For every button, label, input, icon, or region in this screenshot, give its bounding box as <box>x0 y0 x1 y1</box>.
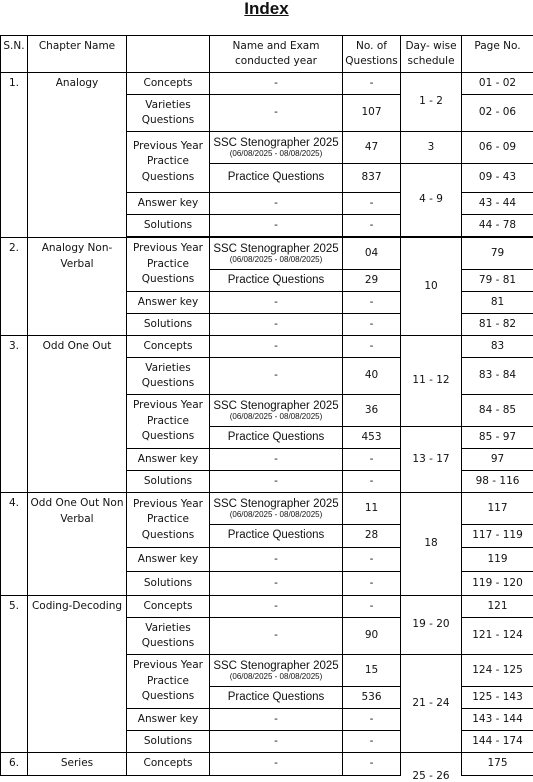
questions-cell: 837 <box>343 164 401 193</box>
questions-cell: - <box>343 292 401 314</box>
page-cell: 85 - 97 <box>462 427 533 449</box>
page-cell: 97 <box>462 449 533 471</box>
day-cell: 21 - 24 <box>401 655 462 753</box>
exam-dates: (06/08/2025 - 08/08/2025) <box>212 149 340 159</box>
questions-cell: 107 <box>343 95 401 132</box>
questions-cell: - <box>343 731 401 753</box>
questions-cell: 47 <box>343 132 401 164</box>
exam-name: SSC Stenographer 2025 <box>213 400 338 412</box>
questions-cell: - <box>343 73 401 95</box>
exam-dates: (06/08/2025 - 08/08/2025) <box>212 672 340 682</box>
questions-cell: - <box>343 596 401 618</box>
page-cell: 144 - 174 <box>462 731 533 753</box>
page-cell: 117 <box>462 493 533 525</box>
row-label: Answer key <box>127 449 210 471</box>
exam-name: SSC Stenographer 2025 <box>213 498 338 510</box>
row-label: Concepts <box>127 753 210 776</box>
row-label: Answer key <box>127 548 210 572</box>
page-cell: 79 - 81 <box>462 270 533 292</box>
chapter-name: Analogy <box>28 73 127 238</box>
page-cell: 02 - 06 <box>462 95 533 132</box>
chapter-sn: 5. <box>1 596 28 753</box>
questions-cell: 04 <box>343 238 401 270</box>
questions-cell: - <box>343 314 401 336</box>
row-label: Answer key <box>127 193 210 215</box>
exam-name: SSC Stenographer 2025 <box>213 137 338 149</box>
day-cell-overflow: 25 - 26 <box>398 770 464 782</box>
day-cell: 4 - 9 <box>401 164 462 237</box>
questions-cell: - <box>343 336 401 358</box>
row-label: Solutions <box>127 471 210 493</box>
chapter-name: Analogy Non-Verbal <box>28 238 127 336</box>
header-exam: Name and Exam conducted year <box>210 36 343 73</box>
page-cell: 119 <box>462 548 533 572</box>
header-day-schedule: Day- wise schedule <box>401 36 462 73</box>
row-label: Solutions <box>127 314 210 336</box>
exam-cell: - <box>210 731 343 753</box>
page-cell: 06 - 09 <box>462 132 533 164</box>
exam-cell: - <box>210 709 343 731</box>
page-cell: 175 <box>462 753 533 776</box>
questions-cell: - <box>343 193 401 215</box>
questions-cell: - <box>343 572 401 596</box>
chapter-sn: 4. <box>1 493 28 596</box>
page-cell: 125 - 143 <box>462 687 533 709</box>
exam-cell <box>210 132 343 164</box>
page-cell: 81 - 82 <box>462 314 533 336</box>
page-cell: 84 - 85 <box>462 395 533 427</box>
page-cell: 121 <box>462 596 533 618</box>
row-label: Answer key <box>127 292 210 314</box>
exam-dates: (06/08/2025 - 08/08/2025) <box>212 510 340 520</box>
day-cell: 1 - 2 <box>401 73 462 132</box>
table-row <box>1 73 533 95</box>
page-cell: 43 - 44 <box>462 193 533 215</box>
page-cell: 79 <box>462 238 533 270</box>
chapter-name: Odd One Out Non Verbal <box>28 493 127 596</box>
row-label: Previous Year Practice Questions <box>127 395 210 449</box>
day-cell: 11 - 12 <box>401 336 462 427</box>
header-sn: S.N. <box>1 36 28 73</box>
row-label: Concepts <box>127 596 210 618</box>
practice-label: Practice Questions <box>210 525 343 548</box>
questions-cell: 11 <box>343 493 401 525</box>
questions-cell: - <box>343 709 401 731</box>
questions-cell: 28 <box>343 525 401 548</box>
row-label: Varieties Questions <box>127 358 210 395</box>
exam-cell: - <box>210 314 343 336</box>
questions-cell: 15 <box>343 655 401 687</box>
exam-cell: - <box>210 471 343 493</box>
row-label: Previous Year Practice Questions <box>127 132 210 193</box>
practice-label: Practice Questions <box>210 687 343 709</box>
index-table <box>0 35 533 776</box>
page-cell: 44 - 78 <box>462 215 533 237</box>
questions-cell: - <box>343 753 401 776</box>
questions-cell: 36 <box>343 395 401 427</box>
table-row <box>1 596 533 618</box>
chapter-name: Odd One Out <box>28 336 127 493</box>
page-cell: 124 - 125 <box>462 655 533 687</box>
row-label: Previous Year Practice Questions <box>127 238 210 292</box>
table-header-row <box>1 36 533 73</box>
row-label: Varieties Questions <box>127 95 210 132</box>
table-row <box>1 493 533 525</box>
practice-label: Practice Questions <box>210 164 343 193</box>
questions-cell: 40 <box>343 358 401 395</box>
row-label: Concepts <box>127 336 210 358</box>
practice-label: Practice Questions <box>210 270 343 292</box>
exam-cell: - <box>210 596 343 618</box>
exam-cell: - <box>210 292 343 314</box>
page-cell: 143 - 144 <box>462 709 533 731</box>
exam-cell: - <box>210 193 343 215</box>
row-label: Solutions <box>127 572 210 596</box>
exam-cell: - <box>210 572 343 596</box>
row-label: Solutions <box>127 731 210 753</box>
practice-label: Practice Questions <box>210 427 343 449</box>
page-cell: 117 - 119 <box>462 525 533 548</box>
row-label: Previous Year Practice Questions <box>127 655 210 709</box>
page-cell: 98 - 116 <box>462 471 533 493</box>
page-cell: 119 - 120 <box>462 572 533 596</box>
exam-cell: - <box>210 548 343 572</box>
questions-cell: 90 <box>343 618 401 655</box>
row-label: Solutions <box>127 215 210 237</box>
row-label: Concepts <box>127 73 210 95</box>
table-row <box>1 336 533 358</box>
exam-cell <box>210 655 343 687</box>
questions-cell: 29 <box>343 270 401 292</box>
day-cell: 3 <box>401 132 462 164</box>
exam-cell: - <box>210 618 343 655</box>
table-row <box>1 238 533 270</box>
page-cell: 83 - 84 <box>462 358 533 395</box>
exam-dates: (06/08/2025 - 08/08/2025) <box>212 255 340 265</box>
exam-cell: - <box>210 73 343 95</box>
exam-cell <box>210 238 343 270</box>
exam-cell: - <box>210 358 343 395</box>
chapter-sn: 1. <box>1 73 28 238</box>
page-cell: 83 <box>462 336 533 358</box>
questions-cell: - <box>343 449 401 471</box>
chapter-sn: 3. <box>1 336 28 493</box>
header-chapter: Chapter Name <box>28 36 127 73</box>
chapter-name: Coding-Decoding <box>28 596 127 753</box>
exam-name: SSC Stenographer 2025 <box>213 243 338 255</box>
day-cell: 10 <box>401 238 462 336</box>
exam-cell: - <box>210 449 343 471</box>
questions-cell: - <box>343 548 401 572</box>
page-cell: 01 - 02 <box>462 73 533 95</box>
page-title: Index <box>0 0 533 18</box>
chapter-sn: 2. <box>1 238 28 336</box>
page-cell: 121 - 124 <box>462 618 533 655</box>
day-cell: 18 <box>401 493 462 596</box>
row-label: Previous Year Practice Questions <box>127 493 210 548</box>
day-cell: 19 - 20 <box>401 596 462 655</box>
questions-cell: - <box>343 471 401 493</box>
page-cell: 81 <box>462 292 533 314</box>
row-label: Varieties Questions <box>127 618 210 655</box>
exam-cell: - <box>210 336 343 358</box>
row-label: Answer key <box>127 709 210 731</box>
exam-dates: (06/08/2025 - 08/08/2025) <box>212 412 340 422</box>
day-cell: 13 - 17 <box>401 427 462 493</box>
questions-cell: - <box>343 215 401 237</box>
chapter-sn: 6. <box>1 753 28 776</box>
questions-cell: 453 <box>343 427 401 449</box>
header-page: Page No. <box>462 36 533 73</box>
exam-cell <box>210 395 343 427</box>
exam-cell <box>210 493 343 525</box>
header-questions: No. of Questions <box>343 36 401 73</box>
exam-cell: - <box>210 215 343 237</box>
exam-cell: - <box>210 753 343 776</box>
exam-cell: - <box>210 95 343 132</box>
header-blank <box>127 36 210 73</box>
page-cell: 09 - 43 <box>462 164 533 193</box>
exam-name: SSC Stenographer 2025 <box>213 660 338 672</box>
chapter-name: Series <box>28 753 127 776</box>
questions-cell: 536 <box>343 687 401 709</box>
